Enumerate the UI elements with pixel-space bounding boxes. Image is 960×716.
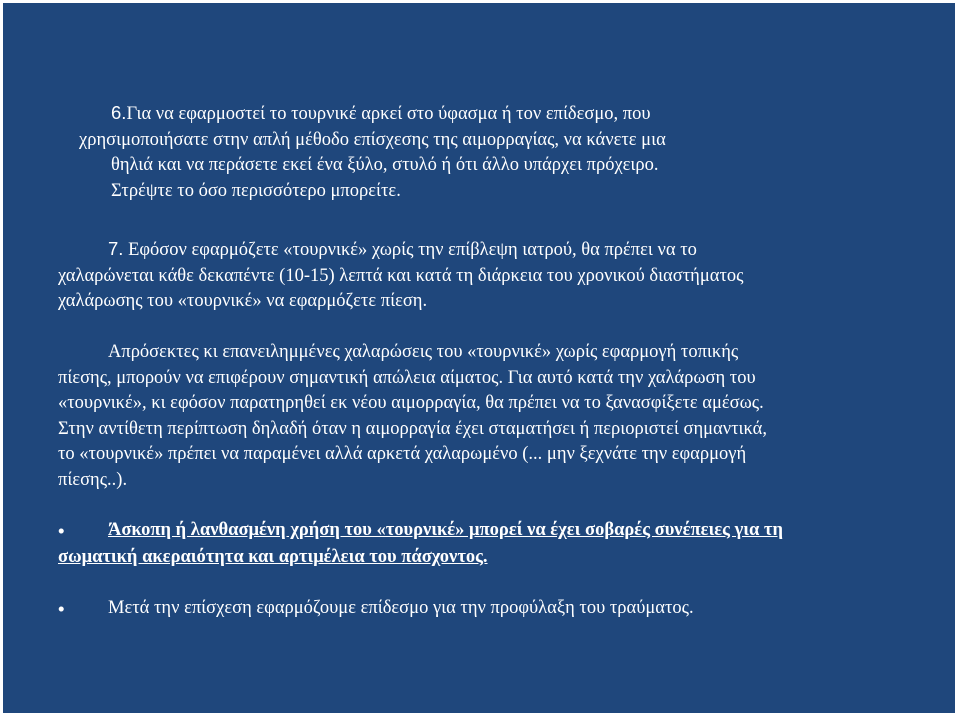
bullet-warning-line-1: Άσκοπη ή λανθασμένη χρήση του «τουρνικέ» μπορεί να έχει σοβαρές συνέπειες για τη	[108, 520, 783, 540]
paragraph-6	[79, 100, 851, 204]
bullet-bandage-line-1: Μετά την επίσχεση εφαρμόζουμε επίδεσμο για την προφύλαξη του τραύματος.	[108, 598, 694, 618]
paragraph-8-line-4: Στην αντίθετη περίπτωση δηλαδή όταν η αιμορραγία έχει σταματήσει ή περιοριστεί σημαντικά,	[58, 418, 767, 439]
paragraph-6-line-1: 6.Για να εφαρμοστεί το τουρνικέ αρκεί στο ύφασμα ή τον επίδεσμο, που	[111, 102, 651, 124]
paragraph-8-line-2: πίεσης, μπορούν να επιφέρουν σημαντική απώλεια αίματος. Για αυτό κατά την χαλάρωση του	[58, 367, 756, 388]
paragraph-7-line-1: 7. Εφόσον εφαρμόζετε «τουρνικέ» χωρίς την επίβλεψη ιατρού, θα πρέπει να το	[108, 238, 697, 260]
paragraph-8-line-3: «τουρνικέ», κι εφόσον παρατηρηθεί εκ νέου αιμορραγία, θα πρέπει να το ξανασφίξετε αμέσως.	[58, 393, 764, 413]
paragraph-8-line-6: πίεσης..).	[58, 469, 128, 490]
bullet-icon: •	[58, 598, 65, 619]
paragraph-8-line-5: το «τουρνικέ» πρέπει να παραμένει αλλά αρκετά χαλαρωμένο (... μην ξεχνάτε την εφαρμογή	[58, 444, 747, 464]
paragraph-8-line-1: Απρόσεκτες κι επανειλημμένες χαλαρώσεις του «τουρνικέ» χωρίς εφαρμογή τοπικής	[108, 342, 739, 362]
paragraph-6-line-4: Στρέψτε το όσο περισσότερο μπορείτε.	[111, 180, 401, 201]
paragraph-7-number: 7.	[108, 238, 124, 259]
paragraph-6-line-3: θηλιά και να περάσετε εκεί ένα ξύλο, στυλό ή ότι άλλο υπάρχει πρόχειρο.	[111, 155, 659, 175]
bullet-item-warning	[58, 517, 908, 571]
bullet-warning-line-2: σωματική ακεραιότητα και αρτιμέλεια του πάσχοντος.	[58, 547, 488, 567]
bullet-icon: •	[58, 520, 65, 541]
paragraph-7-line-2: χαλαρώνεται κάθε δεκαπέντε (10-15) λεπτά και κατά τη διάρκεια του χρονικού διαστήματος	[58, 265, 744, 286]
paragraph-8	[58, 340, 898, 493]
paragraph-6-number: 6.	[111, 102, 127, 123]
paragraph-7	[58, 236, 878, 315]
bullet-item-bandage	[58, 595, 908, 622]
paragraph-7-line-3: χαλάρωσης του «τουρνικέ» να εφαρμόζετε πίεση.	[58, 291, 428, 311]
paragraph-6-line-2: χρησιμοποιήσατε στην απλή μέθοδο επίσχεσης της αιμορραγίας, να κάνετε μια	[79, 129, 666, 150]
slide	[3, 3, 955, 713]
